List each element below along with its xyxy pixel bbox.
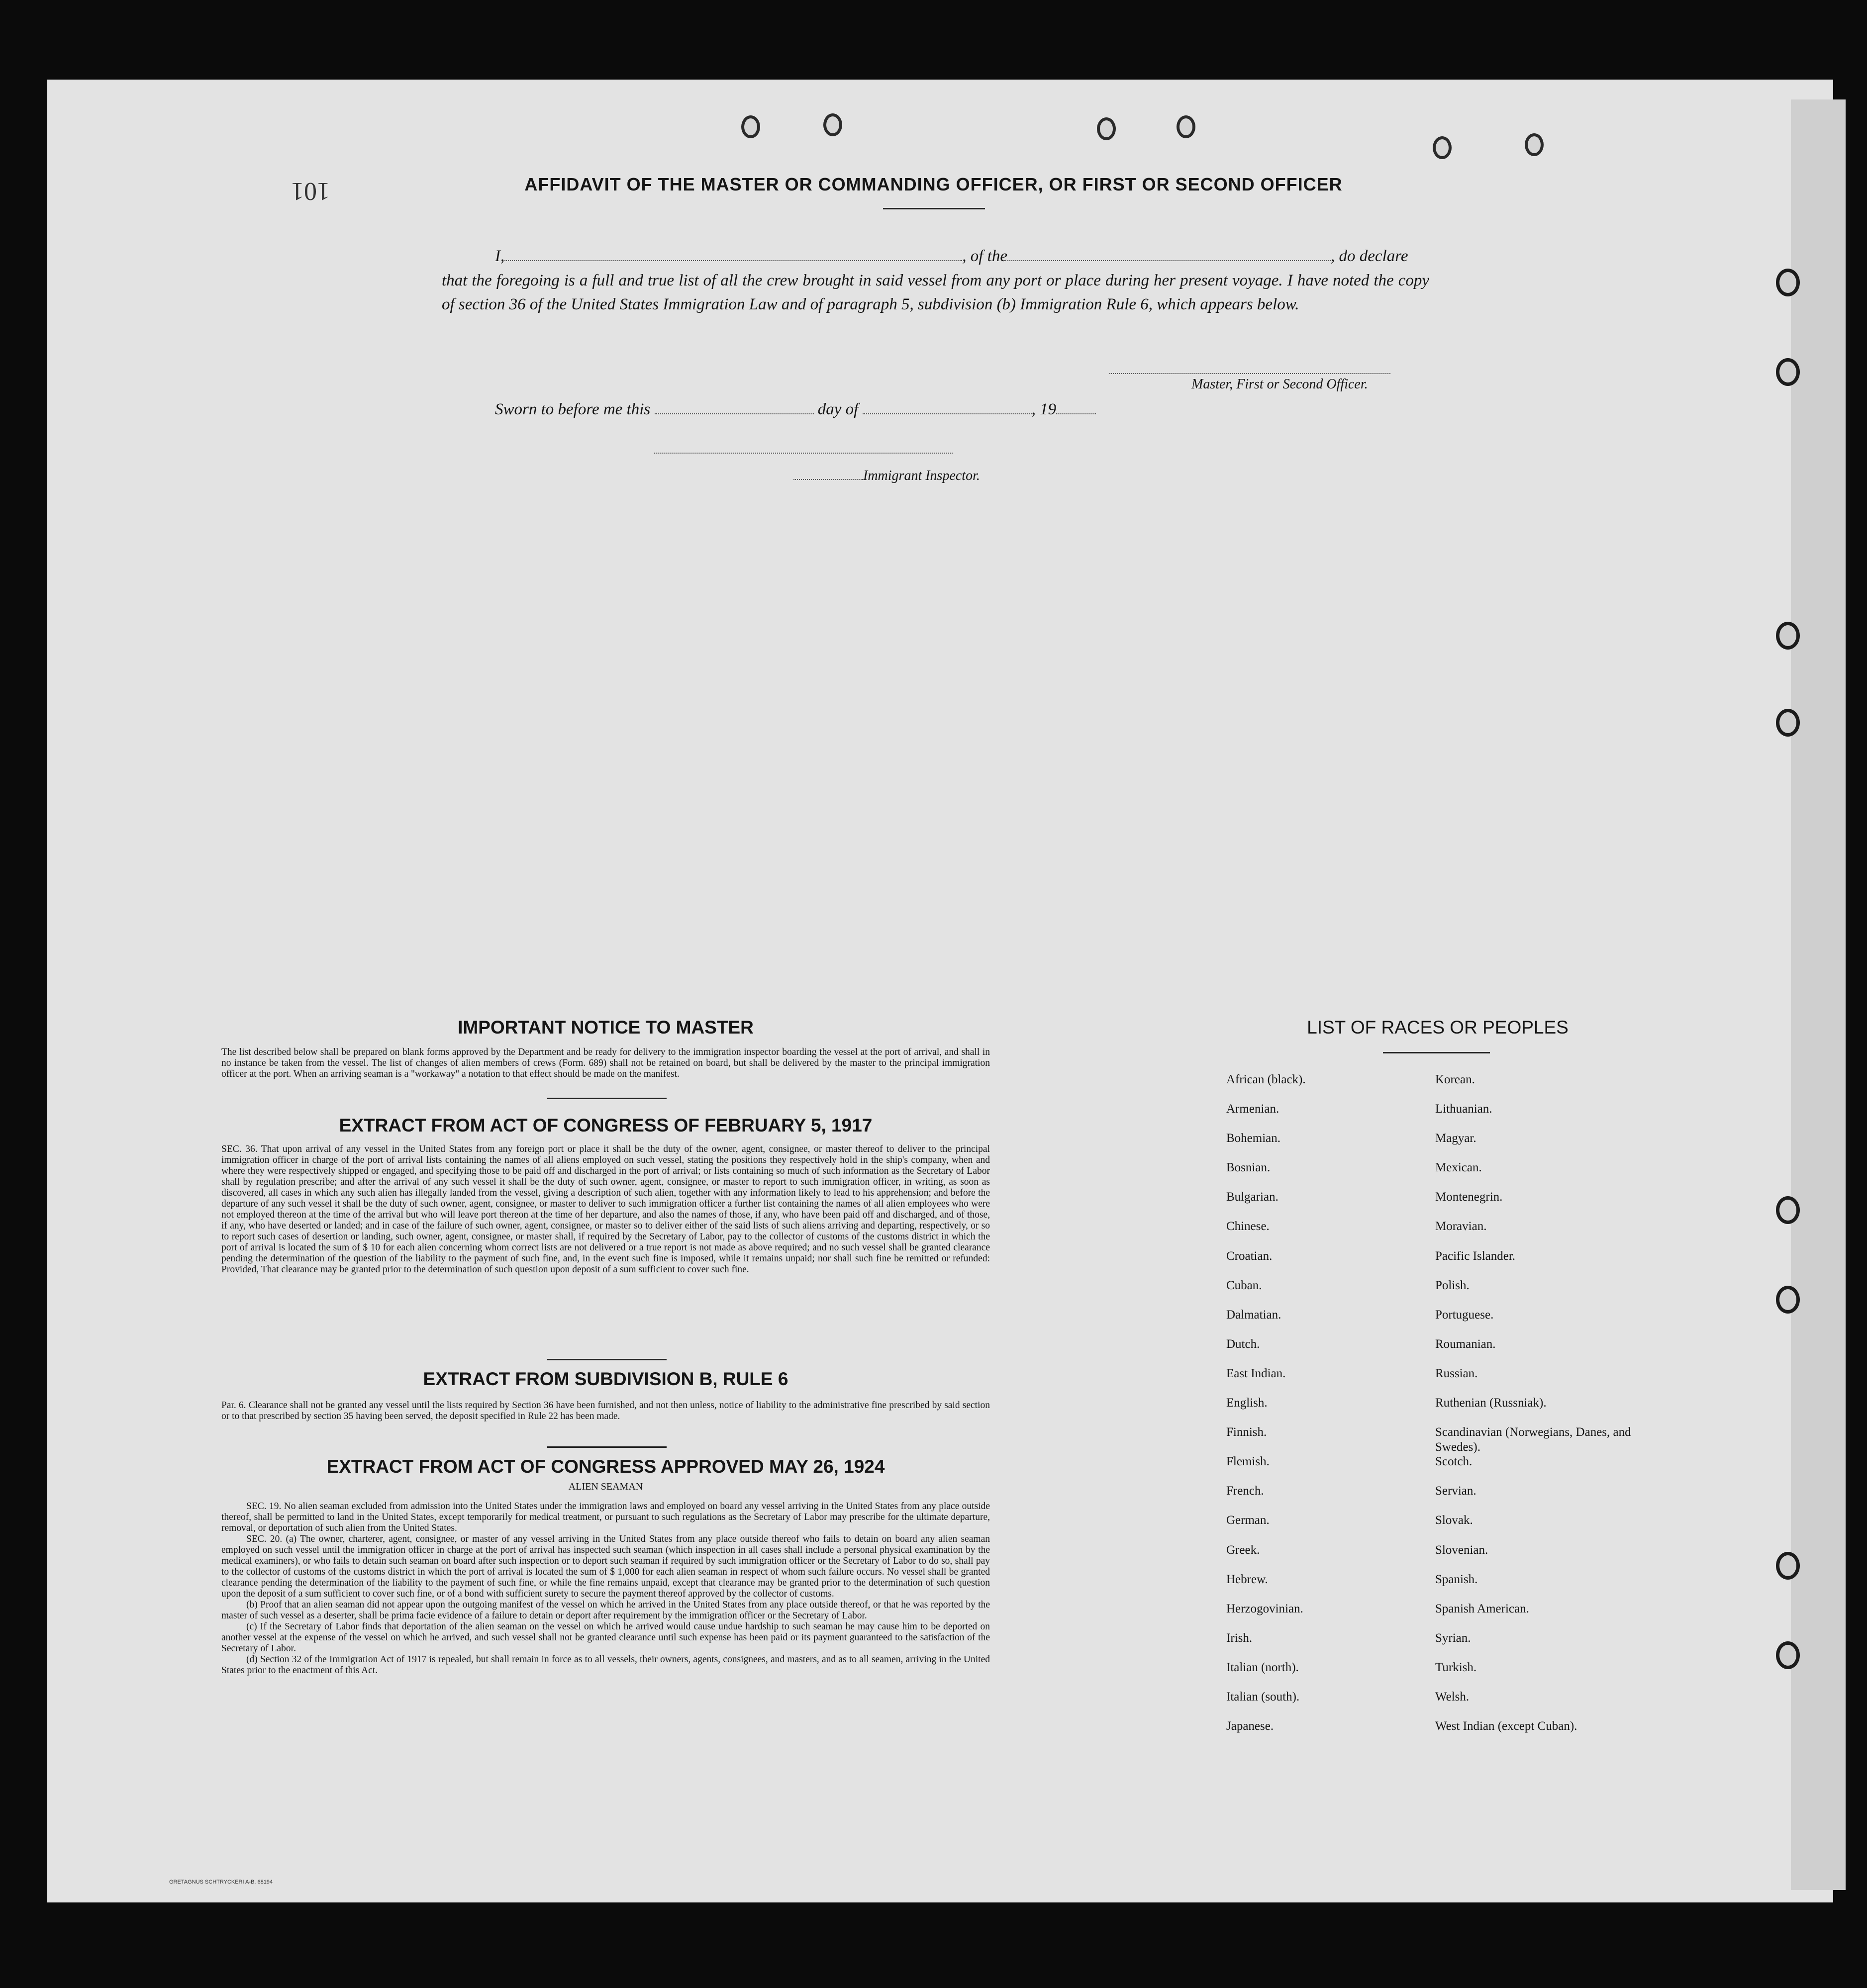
race-item: Cuban. [1226, 1278, 1262, 1292]
section-rule [547, 1446, 667, 1448]
rule6-text: Par. 6. Clearance shall not be granted any vessel until the lists required by Section 36 have been furnished, and not then unless, notice of liability to the administrative fine prescribed by said section or to that prescribed by section 35 having been served, the deposit specified in Rule 22 has been made. [221, 1400, 990, 1421]
master-label: Master, First or Second Officer. [1191, 377, 1368, 392]
inspector-line [793, 465, 980, 484]
rule6-title: EXTRACT FROM SUBDIVISION B, RULE 6 [423, 1369, 788, 1389]
race-item: Japanese. [1226, 1719, 1274, 1733]
races-left-column [1226, 1072, 1415, 1748]
race-item: Flemish. [1226, 1455, 1270, 1469]
race-item: Russian. [1435, 1366, 1478, 1380]
binder-hole-icon [823, 113, 842, 136]
race-item: Hebrew. [1226, 1572, 1268, 1586]
race-item: Welsh. [1435, 1690, 1470, 1704]
race-item: Moravian. [1435, 1220, 1487, 1233]
extract-1917-text: SEC. 36. That upon arrival of any vessel in the United States from any foreign port or place it shall be the duty of the owner, agent, consignee, or master thereof to deliver to the principal immigration officer in charge of the port of arrival lists containing the names of all aliens employed on such vessel, stating the positions they respectively hold in the ship's company, when and where they were respectively shipped or engaged, and specifying those to be paid off and discharged in the port of arrival; or lists containing so much of such information as the Secretary of Labor shall by regulation prescribe; and after the arrival of any such vessel it shall be the duty of such owner, agent, consignee, or master to report to such immigration officer, in writing, as soon as discovered, all cases in which any such alien has illegally landed from the vessel, giving a description of such alien, together with any information likely to lead to his apprehension; and before the departure of any such vessel it shall be the duty of such owner, agent, consignee, or master to deliver to such immigration officer a further list containing the names of all alien employees who were not employed thereon at the time of the arrival but who will leave port thereon at the time of her departure, and also the names of those, if any, who have been paid off and discharged, and of those, if any, who have deserted or landed; and in case of the failure of such owner, agent, consignee, or master so to deliver either of the said lists of such aliens arriving and departing, respectively, or so to report such cases of desertion or landing, such owner, agent, consignee, or master shall, if required by the Secretary of Labor, pay to the collector of customs of the customs district in which the port of arrival is located the sum of $ 10 for each alien concerning whom correct lists are not delivered or a true report is not made as above required; and no such vessel shall be granted clearance pending the determination of the question of the liability to the payment of such fine, and, in the event such fine is imposed, while it remains unpaid; nor shall such fine be remitted or refunded: Provided, That clearance may be granted prior to the determination of such question upon deposit of a sum sufficient to cover such fine. [221, 1144, 990, 1275]
sworn-label: Sworn to before me this [495, 400, 651, 418]
inspector-label: Immigrant Inspector. [863, 468, 980, 483]
race-item: Turkish. [1435, 1660, 1477, 1674]
race-item: Bulgarian. [1226, 1190, 1278, 1204]
printer-mark: GRETAGNUS SCHTRYCKERI A-B. 68194 [169, 1879, 273, 1885]
race-item: Pacific Islander. [1435, 1249, 1516, 1263]
binder-hole-icon [1525, 133, 1544, 156]
race-item: Servian. [1435, 1484, 1476, 1498]
race-item: Montenegrin. [1435, 1190, 1503, 1204]
title-rule [883, 208, 985, 209]
race-item: Magyar. [1435, 1132, 1476, 1145]
vessel-blank [1007, 244, 1331, 261]
race-item: African (black). [1226, 1073, 1306, 1086]
race-item: Scandinavian (Norwegians, Danes, and Swedes). [1435, 1425, 1631, 1454]
declaration-body: that the foregoing is a full and true list of all the crew brought in said vessel from any port or place during her present voyage. I have noted the copy of section 36 of the United States Immigration Law and of paragraph 5, subdivision (b) Immigration Rule 6, which appears below. [442, 272, 1429, 313]
race-item: Bosnian. [1226, 1161, 1271, 1175]
race-item: Syrian. [1435, 1631, 1471, 1645]
extract-1917-title: EXTRACT FROM ACT OF CONGRESS OF FEBRUARY 5, 1917 [339, 1115, 873, 1136]
race-item: Bohemian. [1226, 1132, 1281, 1145]
binder-hole-icon [1776, 1286, 1800, 1314]
race-item: Mexican. [1435, 1161, 1482, 1175]
name-blank [504, 244, 962, 261]
binder-hole-icon [1776, 622, 1800, 650]
race-item: Scotch. [1435, 1455, 1473, 1469]
sec20a-paragraph: SEC. 20. (a) The owner, charterer, agent, consignee, or master of any vessel arriving in the United States from any place outside thereof who fails to detain on board any alien seaman employed on such vessel until the immigration officer in charge at the port of arrival has inspected such seaman (which inspection in all cases shall include a personal physical examination by the medical examiners), or who fails to detain such seaman on board after such inspection or to deport such seaman if required by such immigration officer or the Secretary of Labor to do so, shall pay to the collector of customs of the customs district in which the port of arrival is located the sum of $ 1,000 for each alien seaman in respect of whom such failure occurs. No vessel shall be granted clearance pending the determination of the liability to the payment of such fine, or while the fine remains unpaid, except that clearance may be granted prior to the determination of such question upon the deposit of a sum sufficient to cover such fine, or of a bond with sufficient surety to secure the payment thereof approved by the collector of customs. [221, 1534, 990, 1599]
race-item: Slovenian. [1435, 1543, 1488, 1557]
binder-hole-icon [1776, 709, 1800, 737]
month-blank [863, 397, 1032, 414]
sec19-paragraph: SEC. 19. No alien seaman excluded from admission into the United States under the immigration laws and employed on board any vessel arriving in the United States from any place outside thereof, shall be permitted to land in the United States, except temporarily for medical treatment, or pursuant to such regulations as the Secretary of Labor may prescribe for the ultimate departure, removal, or deportation of such alien from the United States. [221, 1501, 990, 1533]
race-item: Polish. [1435, 1278, 1470, 1292]
year-label: , 19 [1031, 400, 1057, 418]
do-declare-label: , do declare [1330, 247, 1408, 265]
race-item: Dutch. [1226, 1337, 1260, 1351]
affidavit-title: AFFIDAVIT OF THE MASTER OR COMMANDING OFFICER, OR FIRST OR SECOND OFFICER [524, 174, 1343, 194]
race-item: Spanish. [1435, 1572, 1478, 1586]
race-item: Chinese. [1226, 1220, 1270, 1233]
race-item: Greek. [1226, 1543, 1260, 1557]
year-blank [1056, 397, 1096, 414]
race-item: Italian (south). [1226, 1690, 1300, 1704]
sec20b-paragraph: (b) Proof that an alien seaman did not appear upon the outgoing manifest of the vessel on which he arrived in the United States from any place outside thereof, or that he was reported by the master of such vessel as a deserter, shall be prima facie evidence of a failure to detain or deport after requirement by the immigration officer or the Secretary of Labor. [221, 1600, 990, 1621]
inspector-signature-line [654, 453, 953, 454]
race-item: English. [1226, 1396, 1268, 1410]
binder-hole-icon [1177, 115, 1195, 138]
race-item: Croatian. [1226, 1249, 1273, 1263]
binder-hole-icon [1433, 136, 1452, 159]
races-rule [1383, 1052, 1490, 1053]
page-stamp-number: 101 [291, 177, 330, 205]
binder-hole-icon [1776, 1641, 1800, 1669]
binder-hole-icon [1776, 358, 1800, 386]
binder-hole-icon [1776, 1552, 1800, 1580]
binder-hole-icon [1776, 269, 1800, 296]
day-blank [655, 397, 814, 414]
race-item: Finnish. [1226, 1425, 1267, 1439]
sworn-line [495, 397, 1096, 419]
of-the-label: , of the [962, 247, 1007, 265]
extract-1924-body [221, 1501, 990, 1676]
race-item: German. [1226, 1514, 1270, 1527]
race-item: Dalmatian. [1226, 1308, 1281, 1322]
races-right-column [1435, 1072, 1644, 1748]
binder-hole-icon [1097, 117, 1116, 140]
race-item: Ruthenian (Russniak). [1435, 1396, 1547, 1410]
section-rule [547, 1098, 667, 1099]
extract-1924-subtitle: ALIEN SEAMAN [568, 1481, 643, 1492]
races-title: LIST OF RACES OR PEOPLES [1307, 1017, 1569, 1038]
race-item: Herzogovinian. [1226, 1602, 1303, 1615]
i-label: I, [495, 247, 505, 265]
race-item: Portuguese. [1435, 1308, 1494, 1322]
declaration-line [495, 244, 1430, 266]
notice-title: IMPORTANT NOTICE TO MASTER [458, 1017, 754, 1038]
race-item: Slovak. [1435, 1514, 1473, 1527]
race-item: Armenian. [1226, 1102, 1279, 1116]
section-rule [547, 1359, 667, 1360]
race-item: French. [1226, 1484, 1264, 1498]
race-item: West Indian (except Cuban). [1435, 1719, 1577, 1733]
day-of-label: day of [817, 400, 859, 418]
binder-hole-icon [1776, 1196, 1800, 1224]
race-item: Spanish American. [1435, 1602, 1529, 1615]
sec20d-paragraph: (d) Section 32 of the Immigration Act of 1917 is repealed, but shall remain in force as to all vessels, their owners, agents, consignees, and masters, and as to all seamen, arriving in the United States prior to the enactment of this Act. [221, 1654, 990, 1676]
race-item: Korean. [1435, 1073, 1475, 1086]
race-item: East Indian. [1226, 1366, 1286, 1380]
extract-1924-title: EXTRACT FROM ACT OF CONGRESS APPROVED MAY 26, 1924 [326, 1456, 885, 1477]
race-item: Lithuanian. [1435, 1102, 1492, 1116]
inspector-blank [793, 465, 863, 480]
notice-text: The list described below shall be prepared on blank forms approved by the Department and be ready for delivery to the immigration inspector boarding the vessel at the port of arrival, and shall in no instance be taken from the vessel. The list of changes of alien members of crews (Form. 689) shall not be retained on board, but shall be delivered by the master to the principal immigration officer at the port. When an arriving seaman is a "workaway" a notation to that effect should be made on the manifest. [221, 1047, 990, 1079]
race-item: Irish. [1226, 1631, 1253, 1645]
sec20c-paragraph: (c) If the Secretary of Labor finds that deportation of the alien seaman on the vessel on which he arrived would cause undue hardship to such seaman he may cause him to be deported on another vessel at the expense of the vessel on which he arrived, and such vessel shall not be granted clearance until such expense has been paid or its payment guaranteed to the satisfaction of the Secretary of Labor. [221, 1621, 990, 1654]
race-item: Italian (north). [1226, 1660, 1299, 1674]
race-item: Roumanian. [1435, 1337, 1496, 1351]
master-signature-line [1109, 373, 1390, 374]
binder-hole-icon [741, 115, 760, 138]
